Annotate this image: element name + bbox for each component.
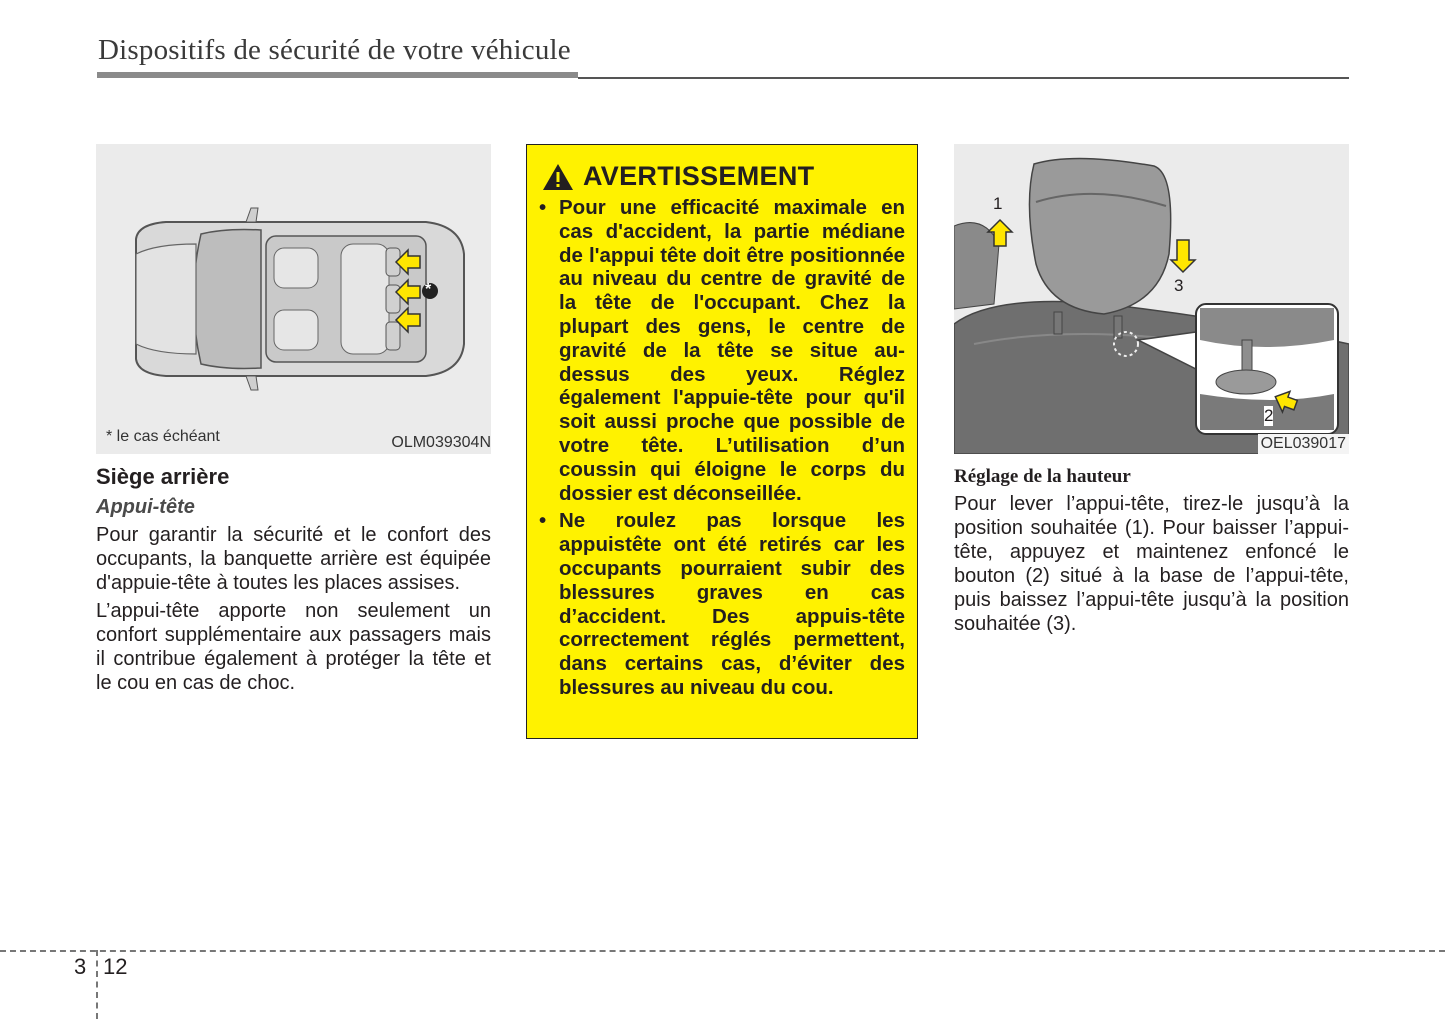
headrest-illustration [954, 144, 1349, 454]
headrest-figure [954, 144, 1349, 454]
page-header-title: Dispositifs de sécurité de votre véhicule [98, 34, 571, 66]
warning-title: AVERTISSEMENT [583, 161, 815, 191]
callout-3: 3 [1174, 276, 1184, 295]
body-paragraph: Pour garantir la sécurité et le confort des occupants, la banquette arrière est équipée d'appuie-tête à toutes les places assises. [96, 524, 491, 594]
subsection-title: Appui-tête [96, 496, 195, 518]
warning-item-text: Pour une efficacité maximale en cas d'accident, la partie médiane de l'appui tête doit être positionnée au niveau du centre de gravité de la tête de l'occupant. Chez la plupart des gens, le centre de gravité de la tête se situe au-dessus des yeux. Réglez également l'appuie-tête pour qu'il soit aussi proche que possible de votre tête. L’utilisation d’un coussin qui éloigne le corps du dossier est déconseillée. [559, 196, 905, 505]
figure-note: * le cas échéant [106, 428, 220, 445]
optional-asterisk-marker: * [425, 281, 432, 298]
footer-rule [0, 950, 1445, 952]
warning-triangle-icon [541, 162, 575, 192]
right-column [954, 144, 1349, 640]
warning-header [541, 161, 905, 192]
warning-list [537, 196, 905, 700]
left-column [96, 144, 491, 699]
header-rule-thin [578, 77, 1349, 79]
footer-divider [96, 950, 98, 1019]
body-paragraph: Pour lever l’appui-tête, tirez-le jusqu’à la position souhaitée (1). Pour baisser l’appui-tête, appuyez et maintenez enfoncé le bouton (2) situé à la base de l’appui-tête, puis baissez l’appui-tête jusqu’à la position souhaitée (3). [954, 493, 1349, 635]
car-topview-figure [96, 144, 491, 454]
callout-2: 2 [1264, 406, 1274, 425]
bullet: • [539, 509, 547, 533]
warning-item [537, 509, 905, 699]
section-title: Siège arrière [96, 464, 230, 489]
callout-1: 1 [993, 194, 1003, 213]
figure-code: OEL039017 [1258, 434, 1349, 454]
warning-item [537, 196, 905, 505]
warning-box [526, 144, 918, 739]
header-rule-thick [97, 72, 578, 78]
bullet: • [539, 196, 547, 219]
car-topview-illustration [96, 144, 491, 454]
section-title: Réglage de la hauteur [954, 466, 1131, 487]
page-number: 12 [103, 954, 128, 979]
chapter-number: 3 [74, 954, 87, 979]
warning-item-text: Ne roulez pas lorsque les appuistête ont été retirés car les occupants pourraient subir des blessures graves en cas d’accident. Des appuis-tête correctement réglés permettent, dans certains cas, d’éviter des blessures au niveau du cou. [559, 509, 905, 699]
body-paragraph: L’appui-tête apporte non seulement un confort supplémentaire aux passagers mais il contribue également à protéger la tête et le cou en cas de choc. [96, 600, 491, 694]
figure-code: OLM039304N [391, 434, 491, 451]
